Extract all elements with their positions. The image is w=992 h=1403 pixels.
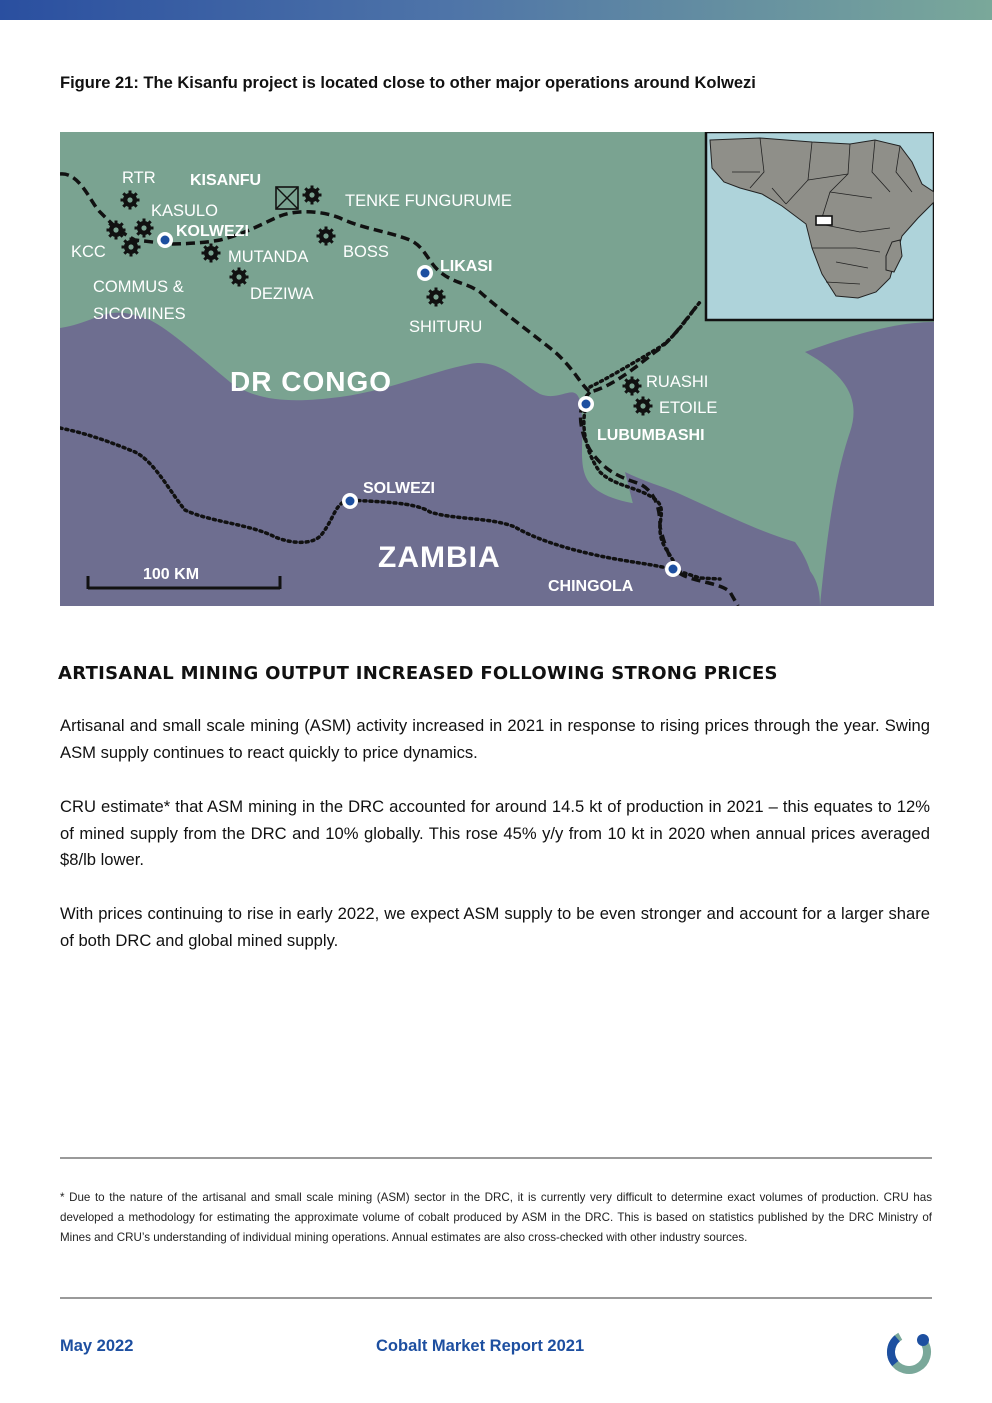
mine-icon-kcc — [107, 221, 126, 240]
mine-icon-kisanfu-adj — [303, 186, 322, 205]
mine-label-ruashi: RUASHI — [646, 373, 709, 391]
paragraph-2: CRU estimate* that ASM mining in the DRC accounted for around 14.5 kt of production in 2021 – this equates to 12% of mined supply from the DRC and 10% globally. This rose 45% y/y from 10 kt in 2020 when annual prices averaged $8/lb lower. — [60, 797, 930, 870]
paragraph-3: With prices continuing to rise in early 2022, we expect ASM supply to be even stronger and account for a larger share of both DRC and global mined supply. — [60, 904, 930, 950]
project-label-kisanfu: KISANFU — [190, 172, 262, 189]
city-marker-chingola — [665, 561, 681, 577]
mine-icon-etoile — [634, 397, 653, 416]
mine-label-kcc: KCC — [71, 243, 106, 261]
mine-label-rtr: RTR — [122, 169, 156, 187]
inset-africa-map — [706, 132, 934, 320]
city-label-kolwezi: KOLWEZI — [176, 223, 249, 240]
mine-label-etoile: ETOILE — [659, 399, 718, 417]
header-gradient-bar — [0, 0, 992, 20]
mine-label-sicomines: SICOMINES — [93, 305, 186, 323]
footnote: * Due to the nature of the artisanal and small scale mining (ASM) sector in the DRC, it is currently very difficult to determine exact volumes of production. CRU has developed a methodology for estimating the approximate volume of cobalt produced by ASM in the DRC. This is based on statistics published by the DRC Ministry of Mines and CRU’s understanding of individual mining operations. Annual estimates are also cross-checked with other industry sources. — [60, 1191, 932, 1244]
city-marker-kolwezi — [157, 232, 173, 248]
mine-icon-shituru — [427, 288, 446, 307]
city-marker-lubumbashi — [578, 396, 594, 412]
cobalt-logo-icon — [884, 1326, 934, 1376]
footer-report-title: Cobalt Market Report 2021 — [376, 1337, 585, 1355]
mine-label-kasulo: KASULO — [151, 202, 218, 220]
mine-icon-kasulo — [135, 219, 154, 238]
scale-label: 100 KM — [143, 566, 200, 583]
mine-icon-ruashi — [623, 377, 642, 396]
city-label-likasi: LIKASI — [440, 258, 493, 275]
city-label-chingola: CHINGOLA — [548, 578, 634, 595]
mine-icon-deziwa — [230, 268, 249, 287]
city-marker-likasi — [417, 265, 433, 281]
mine-label-deziwa: DEZIWA — [250, 285, 314, 303]
city-label-lubumbashi: LUBUMBASHI — [597, 427, 705, 444]
mine-icon-commus — [122, 238, 141, 257]
country-label-drc: DR CONGO — [230, 366, 392, 397]
footer-divider — [60, 1297, 932, 1299]
section-heading: ARTISANAL MINING OUTPUT INCREASED FOLLOWING STRONG PRICES — [58, 663, 778, 684]
footnote-divider — [60, 1157, 932, 1159]
footer-date: May 2022 — [60, 1337, 134, 1355]
city-marker-solwezi — [342, 493, 358, 509]
paragraph-1: Artisanal and small scale mining (ASM) activity increased in 2021 in response to rising prices through the year. Swing ASM supply continues to react quickly to price dynamics. — [60, 716, 930, 762]
mine-icon-mutanda — [202, 244, 221, 263]
figure-caption: Figure 21: The Kisanfu project is located close to other major operations around Kolwezi — [60, 74, 756, 92]
mine-label-tenke-fungurume: TENKE FUNGURUME — [345, 192, 512, 210]
city-label-solwezi: SOLWEZI — [363, 480, 435, 497]
mine-label-shituru: SHITURU — [409, 318, 483, 336]
mine-label-mutanda: MUTANDA — [228, 248, 309, 266]
mine-icon-boss — [317, 227, 336, 246]
mine-icon-rtr — [121, 191, 140, 210]
location-map — [60, 132, 934, 606]
mine-label-commus: COMMUS & — [93, 278, 184, 296]
mine-label-boss: BOSS — [343, 243, 389, 261]
country-label-zambia: ZAMBIA — [378, 541, 501, 574]
